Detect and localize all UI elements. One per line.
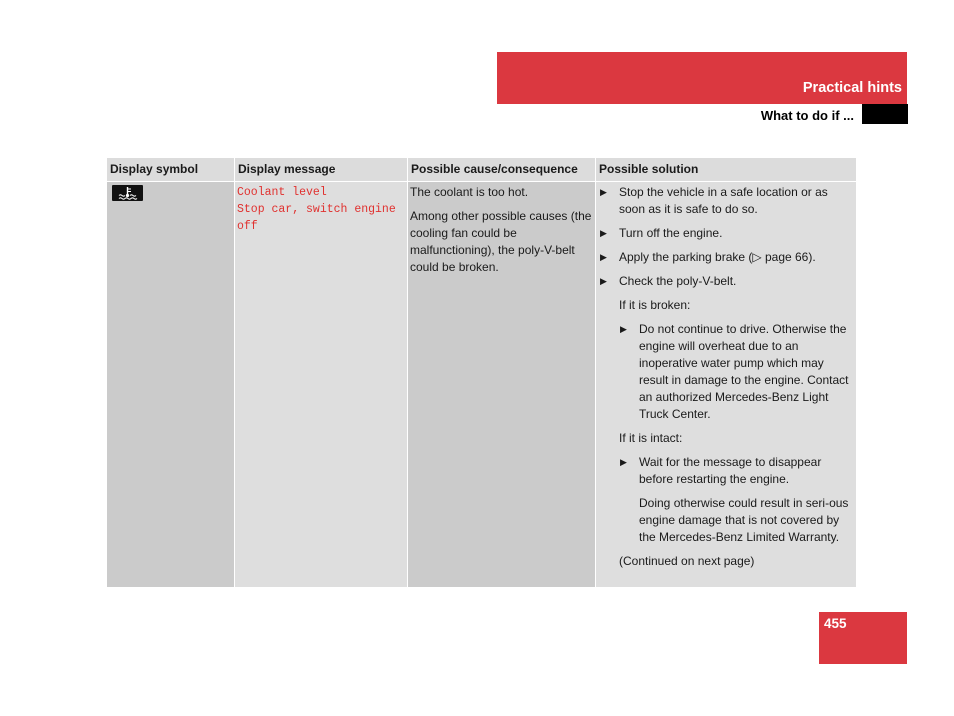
cause-paragraph: Among other possible causes (the cooling fan could be malfunctioning), the poly-V-belt could be broken.	[410, 209, 592, 274]
section-title: Practical hints	[802, 80, 902, 96]
cell-possible-cause	[408, 182, 595, 587]
table-header	[107, 158, 856, 181]
header-tab-marker	[862, 104, 908, 124]
condition-label: If it is broken:	[619, 298, 691, 312]
header-banner	[497, 52, 907, 104]
solution-step: ▶ Check the poly-V-belt.	[600, 274, 737, 288]
display-message-text	[237, 184, 402, 235]
bullet-triangle-icon: ▶	[600, 187, 607, 197]
cell-display-message	[235, 182, 407, 587]
cause-paragraph: The coolant is too hot.	[410, 185, 529, 199]
cell-possible-solution	[596, 182, 856, 587]
warranty-note: Doing otherwise could result in seri-ous engine damage that is not covered by the Mercedes-Benz Limited Warranty.	[639, 496, 849, 544]
column-header-display-message: Display message	[235, 158, 407, 181]
solution-step: ▶ Turn off the engine.	[600, 226, 723, 240]
coolant-temperature-icon	[112, 185, 143, 201]
subsection-title: What to do if ...	[760, 108, 854, 123]
solution-text	[596, 184, 854, 577]
bullet-triangle-icon: ▶	[600, 228, 607, 238]
condition-label: If it is intact:	[619, 431, 683, 445]
column-header-possible-solution: Possible solution	[596, 158, 856, 181]
column-header-display-symbol: Display symbol	[107, 158, 234, 181]
solution-substep: ▶ Wait for the message to disappear before restarting the engine.	[620, 455, 822, 486]
bullet-triangle-icon: ▶	[600, 276, 607, 286]
solution-substep: ▶ Do not continue to drive. Otherwise the engine will overheat due to an inoperative water pump which may result in damage to the engine. Contact an authorized Mercedes-Benz Light Truck Center.	[620, 322, 849, 421]
solution-step: ▶ Stop the vehicle in a safe location or as soon as it is safe to do so.	[600, 185, 828, 216]
cause-text	[410, 184, 592, 283]
bullet-triangle-icon: ▶	[600, 252, 607, 262]
page-reference-link[interactable]: ▷ page 66	[752, 250, 809, 264]
bullet-triangle-icon: ▶	[620, 457, 627, 467]
continued-note: (Continued on next page)	[619, 554, 755, 568]
cell-display-symbol	[107, 182, 234, 587]
page-number: 455	[824, 616, 847, 631]
message-line: Stop car, switch engine	[237, 203, 396, 216]
message-line: off	[237, 220, 258, 233]
column-header-possible-cause: Possible cause/consequence	[408, 158, 595, 181]
solution-step: ▶ Apply the parking brake (▷ page 66).	[600, 250, 816, 264]
bullet-triangle-icon: ▶	[620, 324, 627, 334]
troubleshooting-table	[107, 158, 856, 587]
message-line: Coolant level	[237, 186, 327, 199]
